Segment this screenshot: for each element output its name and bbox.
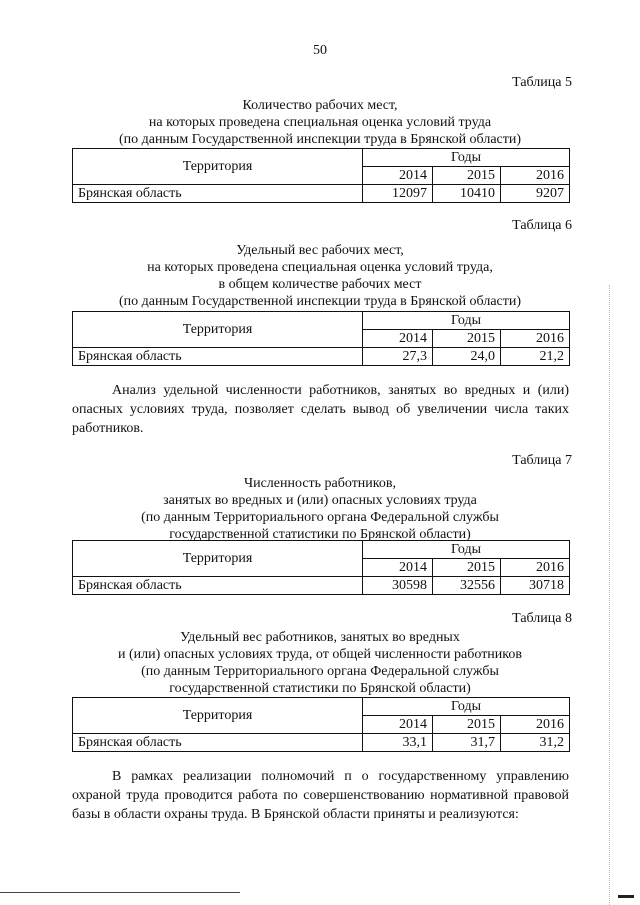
year-header: 2016 (501, 716, 570, 734)
title-line: (по данным Территориального органа Федеральной службы (141, 510, 499, 525)
table-row (73, 185, 570, 203)
value-cell: 30598 (363, 577, 433, 595)
value-cell: 33,1 (363, 734, 433, 752)
paragraph-regulation (72, 767, 569, 824)
title-line: государственной статистики по Брянской области) (169, 527, 471, 542)
value-cell: 32556 (433, 577, 501, 595)
column-header-territory: Территория (73, 312, 363, 348)
year-header: 2015 (433, 167, 501, 185)
title-line: в общем количестве рабочих мест (218, 277, 422, 292)
year-header: 2015 (433, 716, 501, 734)
region-cell: Брянская область (73, 348, 363, 366)
table-5-label: Таблица 5 (512, 75, 572, 90)
table-6-label: Таблица 6 (512, 218, 572, 233)
value-cell: 9207 (501, 185, 570, 203)
year-header: 2014 (363, 716, 433, 734)
title-line: на которых проведена специальная оценка условий труда (148, 115, 492, 130)
region-cell: Брянская область (73, 185, 363, 203)
year-header: 2016 (501, 330, 570, 348)
value-cell: 31,2 (501, 734, 570, 752)
value-cell: 12097 (363, 185, 433, 203)
title-line: Количество рабочих мест, (242, 98, 398, 113)
year-header: 2014 (363, 559, 433, 577)
column-header-territory: Территория (73, 698, 363, 734)
table-8 (72, 697, 570, 752)
column-header-years: Годы (363, 312, 570, 330)
bottom-rule (0, 892, 240, 893)
title-line: на которых проведена специальная оценка условий труда, (147, 260, 493, 275)
value-cell: 21,2 (501, 348, 570, 366)
title-line: Численность работников, (243, 476, 396, 491)
title-line: Удельный вес рабочих мест, (236, 243, 404, 258)
value-cell: 27,3 (363, 348, 433, 366)
title-line: (по данным Государственной инспекции труда в Брянской области) (118, 132, 522, 147)
column-header-years: Годы (363, 149, 570, 167)
year-header: 2015 (433, 330, 501, 348)
column-header-years: Годы (363, 541, 570, 559)
title-line: государственной статистики по Брянской области) (169, 681, 471, 696)
value-cell: 24,0 (433, 348, 501, 366)
scan-mark (618, 895, 634, 898)
column-header-years: Годы (363, 698, 570, 716)
value-cell: 30718 (501, 577, 570, 595)
year-header: 2014 (363, 330, 433, 348)
table-6 (72, 311, 570, 366)
year-header: 2016 (501, 167, 570, 185)
table-5-title (72, 97, 568, 148)
page-number: 50 (313, 43, 327, 58)
paragraph-text: В рамках реализации полномочий п о государственному управлению охраной труда проводится работа по совершенствованию нормативной правовой базы в области охраны труда. В Брянской области приняты и реализуются: (72, 769, 569, 822)
title-line: занятых во вредных и (или) опасных условиях труда (163, 493, 477, 508)
table-8-title (72, 629, 568, 697)
region-cell: Брянская область (73, 734, 363, 752)
table-row (73, 734, 570, 752)
table-row (73, 577, 570, 595)
table-8-label: Таблица 8 (512, 611, 572, 626)
year-header: 2015 (433, 559, 501, 577)
table-7-label: Таблица 7 (512, 453, 572, 468)
paragraph-text: Анализ удельной численности работников, занятых во вредных и (или) опасных условиях труда, позволяет сделать вывод об увеличении числа таких работников. (72, 383, 569, 436)
table-6-title (72, 242, 568, 310)
table-7-title (72, 475, 568, 543)
title-line: Удельный вес работников, занятых во вредных (180, 630, 460, 645)
title-line: (по данным Государственной инспекции труда в Брянской области) (118, 294, 522, 309)
year-header: 2014 (363, 167, 433, 185)
table-7 (72, 540, 570, 595)
value-cell: 10410 (433, 185, 501, 203)
paragraph-analysis (72, 381, 569, 438)
table-5 (72, 148, 570, 203)
title-line: и (или) опасных условиях труда, от общей численности работников (117, 647, 522, 662)
year-header: 2016 (501, 559, 570, 577)
scan-edge-artifact (609, 285, 611, 905)
region-cell: Брянская область (73, 577, 363, 595)
title-line: (по данным Территориального органа Федеральной службы (141, 664, 499, 679)
column-header-territory: Территория (73, 149, 363, 185)
column-header-territory: Территория (73, 541, 363, 577)
value-cell: 31,7 (433, 734, 501, 752)
table-row (73, 348, 570, 366)
